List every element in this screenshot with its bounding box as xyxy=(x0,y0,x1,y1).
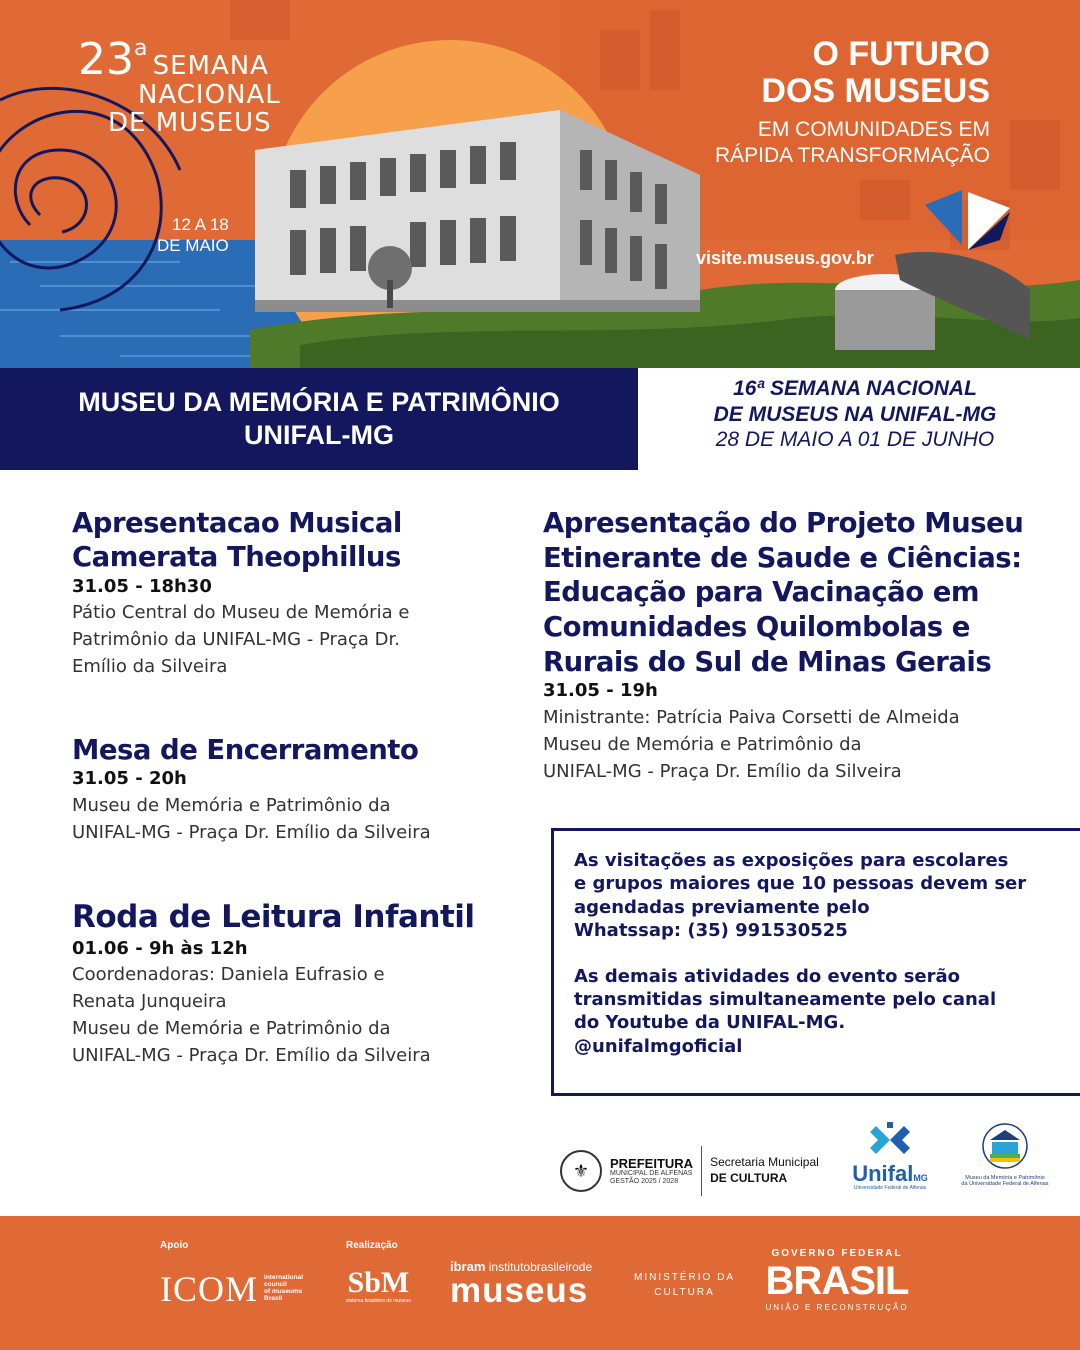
gov-line3: UNIÃO E RECONSTRUÇÃO xyxy=(765,1303,909,1312)
dates-line2: DE MAIO xyxy=(156,236,229,256)
icom-logo xyxy=(160,1268,303,1310)
event-time: 31.05 - 19h xyxy=(543,680,658,702)
museu-logo xyxy=(960,1122,1050,1188)
notice-visitation xyxy=(574,849,1080,943)
sbm-sub: sistema brasileiro de museus xyxy=(346,1298,411,1304)
unifal-word: Unifal xyxy=(852,1161,914,1186)
event-title-line: Comunidades Quilombolas e xyxy=(543,610,970,643)
city-seal-icon: ⚜ xyxy=(560,1150,602,1192)
notice-broadcast xyxy=(574,965,1080,1059)
notice-line: agendadas previamente pelo xyxy=(574,896,870,918)
event-theme xyxy=(715,36,990,169)
sbm-logo xyxy=(346,1268,411,1304)
governo-federal-logo xyxy=(762,1248,912,1312)
event-desc-line: Emílio da Silveira xyxy=(72,656,228,678)
dates-line1: 12 A 18 xyxy=(172,215,229,234)
theme-line1: O FUTURO xyxy=(812,35,990,73)
secretaria-line2: DE CULTURA xyxy=(710,1171,788,1185)
event-title-line: Rurais do Sul de Minas Gerais xyxy=(543,645,992,678)
notice-line: As visitações as exposições para escolares xyxy=(574,850,1009,871)
ministerio-line2: CULTURA xyxy=(654,1287,715,1298)
gov-word: BRASIL xyxy=(765,1259,909,1303)
event-title-line: Apresentacao Musical xyxy=(72,507,402,539)
event-location xyxy=(72,961,522,1069)
event-dates xyxy=(130,214,229,257)
unifal-mg: MG xyxy=(913,1173,928,1183)
event-title-encerramento xyxy=(72,733,522,767)
edition-info xyxy=(660,376,1050,453)
title-line3: DE MUSEUS xyxy=(108,108,272,138)
edition-sup: a xyxy=(134,36,148,61)
event-location xyxy=(72,792,522,846)
museu-sub2: da Universidade Federal de Alfenas xyxy=(961,1181,1049,1188)
theme-line4: RÁPIDA TRANSFORMAÇÃO xyxy=(715,144,990,168)
icom-sub3: of museums xyxy=(264,1288,303,1295)
event-location xyxy=(543,704,1063,785)
event-location xyxy=(72,599,522,680)
event-time: 31.05 - 20h xyxy=(72,768,187,790)
edition-line1: 16ª SEMANA NACIONAL xyxy=(733,377,977,400)
event-item-leitura xyxy=(72,898,522,1069)
event-title-line: Roda de Leitura Infantil xyxy=(72,899,475,935)
event-desc-line: Ministrante: Patrícia Paiva Corsetti de Almeida xyxy=(543,706,960,728)
gov-line1: GOVERNO FEDERAL xyxy=(771,1248,903,1259)
notice-whatsapp: Whatssap: (35) 991530525 xyxy=(574,920,848,942)
event-item-encerramento xyxy=(72,733,522,846)
event-title-line: Educação para Vacinação em xyxy=(543,576,979,609)
ibram-pre: ibram xyxy=(450,1259,486,1274)
notice-line: e grupos maiores que 10 pessoas devem ser xyxy=(574,873,1027,895)
event-desc-line: UNIFAL-MG - Praça Dr. Emílio da Silveira xyxy=(543,760,902,782)
notice-box xyxy=(551,828,1080,1096)
event-time: 01.06 - 9h às 12h xyxy=(72,937,248,959)
museum-line1: MUSEU DA MEMÓRIA E PATRIMÔNIO xyxy=(78,387,560,418)
event-desc-line: Pátio Central do Museu de Memória e xyxy=(72,602,410,624)
event-desc-line: Patrimônio da UNIFAL-MG - Praça Dr. xyxy=(72,629,400,651)
logo-divider xyxy=(701,1146,702,1196)
event-title-leitura xyxy=(72,898,522,937)
event-item-musical xyxy=(72,506,522,680)
secretaria-text xyxy=(710,1155,819,1186)
event-time: 31.05 - 18h30 xyxy=(72,575,212,597)
unifal-x-icon xyxy=(870,1122,910,1158)
event-title xyxy=(78,34,281,138)
website-link[interactable]: visite.museus.gov.br xyxy=(696,248,874,268)
notice-line: transmitidas simultaneamente pelo canal xyxy=(574,988,997,1010)
edition-number: 23 xyxy=(78,34,134,85)
prefeitura-text xyxy=(610,1157,693,1185)
event-title-line: Apresentação do Projeto Museu xyxy=(543,507,1024,539)
event-title-line: Etinerante de Saude e Ciências: xyxy=(543,541,1022,574)
museu-sub1: Museu da Memória e Patrimônio xyxy=(965,1174,1045,1181)
event-desc-line: Museu de Memória e Patrimônio da xyxy=(543,733,862,755)
icom-sub2: council xyxy=(264,1281,287,1289)
prefeitura-sub2: GESTÃO 2025 / 2028 xyxy=(610,1177,679,1185)
ministerio-line1: MINISTÉRIO DA xyxy=(634,1272,736,1283)
prefeitura-logo xyxy=(560,1146,819,1196)
ibram-logo xyxy=(450,1260,592,1308)
theme-line3: EM COMUNIDADES EM xyxy=(757,117,990,141)
unifal-logo xyxy=(850,1122,930,1191)
event-title-line: Camerata Theophillus xyxy=(72,541,401,574)
realizacao-label: Realização xyxy=(346,1240,398,1251)
icom-sub xyxy=(264,1275,303,1302)
instagram-handle[interactable]: @unifalmgoficial xyxy=(574,1035,743,1057)
icom-sub4: Brasil xyxy=(264,1294,283,1302)
event-item-projeto xyxy=(543,506,1063,785)
icom-word: ICOM xyxy=(160,1269,259,1309)
edition-line2: DE MUSEUS NA UNIFAL-MG xyxy=(713,402,997,426)
event-desc-line: Renata Junqueira xyxy=(72,991,227,1013)
museum-emblem-icon xyxy=(982,1122,1028,1172)
prefeitura-title: PREFEITURA xyxy=(610,1155,694,1171)
event-desc-line: UNIFAL-MG - Praça Dr. Emílio da Silveira xyxy=(72,821,431,843)
event-title-line: Mesa de Encerramento xyxy=(72,734,419,766)
museum-name-banner xyxy=(0,368,638,470)
footer-sponsors xyxy=(0,1216,1080,1350)
partner-logos xyxy=(560,1122,1060,1202)
edition-dates: 28 DE MAIO A 01 DE JUNHO xyxy=(715,428,995,452)
museum-line2: UNIFAL-MG xyxy=(244,420,394,450)
event-title-projeto xyxy=(543,506,1063,679)
theme-line2: DOS MUSEUS xyxy=(761,72,990,111)
icom-sub1: international xyxy=(264,1274,304,1282)
secretaria-line1: Secretaria Municipal xyxy=(710,1155,819,1170)
hero-banner xyxy=(0,0,1080,368)
ibram-inst: institutobrasileirode xyxy=(488,1260,593,1274)
event-desc-line: Coordenadoras: Daniela Eufrasio e xyxy=(72,964,385,986)
event-desc-line: UNIFAL-MG - Praça Dr. Emílio da Silveira xyxy=(72,1045,431,1067)
notice-line: As demais atividades do evento serão xyxy=(574,965,961,987)
event-title-musical xyxy=(72,506,522,575)
notice-line: do Youtube da UNIFAL-MG. xyxy=(574,1012,846,1034)
unifal-sub: Universidade Federal de Alfenas xyxy=(853,1185,927,1191)
event-desc-line: Museu de Memória e Patrimônio da xyxy=(72,794,391,816)
title-line2: NACIONAL xyxy=(138,80,281,110)
sbm-word: SbM xyxy=(347,1266,410,1299)
ibram-word: museus xyxy=(450,1271,589,1310)
apoio-label: Apoio xyxy=(160,1240,189,1251)
title-line1: SEMANA xyxy=(152,51,269,81)
prefeitura-sub1: MUNICIPAL DE ALFENAS xyxy=(610,1170,693,1178)
event-desc-line: Museu de Memória e Patrimônio da xyxy=(72,1018,391,1040)
ministerio-logo xyxy=(634,1270,735,1300)
